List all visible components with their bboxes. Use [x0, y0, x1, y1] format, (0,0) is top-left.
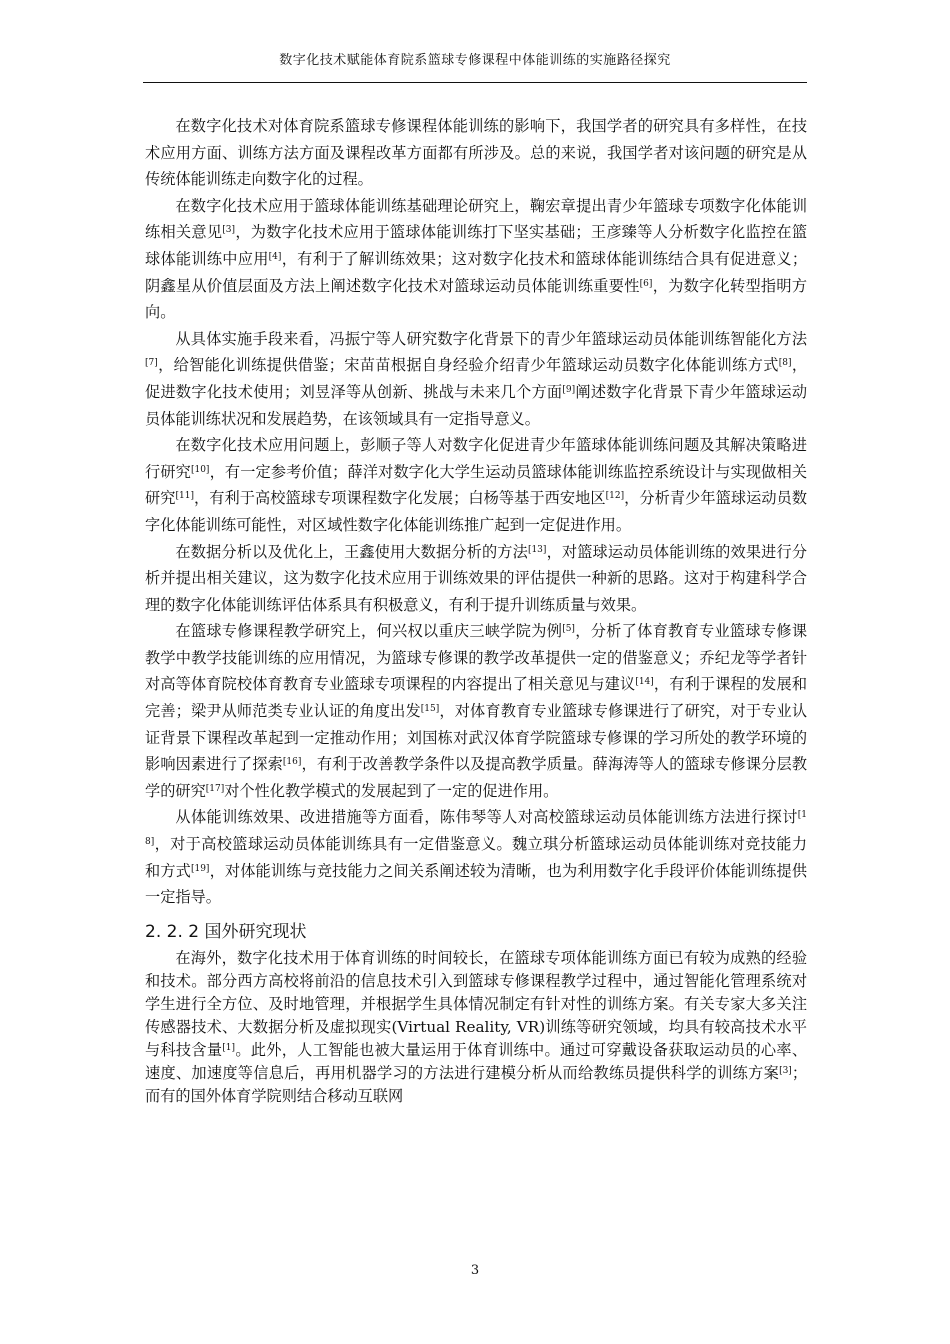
paragraph: 在数据分析以及优化上，王鑫使用大数据分析的方法[13]，对篮球运动员体能训练的效果进行分析并提出相关建议，这为数字化技术应用于训练效果的评估提供一种新的思路。这对于构建科学合理的数字化体能训练评估体系具有积极意义，有利于提升训练质量与效果。: [145, 542, 807, 614]
citation-marker: [13]: [527, 544, 547, 555]
citation-marker: [4]: [268, 251, 282, 262]
paragraph: 在数字化技术应用问题上，彭顺子等人对数字化促进青少年篮球体能训练问题及其解决策略进行研究[10]，有一定参考价值；薛洋对数字化大学生运动员篮球体能训练监控系统设计与实现做相关研究[11]，有利于高校篮球专项课程数字化发展；白杨等基于西安地区[12]，分析青少年篮球运动员数字化体能训练可能性，对区域性数字化体能训练推广起到一定促进作用。: [145, 436, 808, 534]
citation-marker: [18]: [145, 810, 807, 848]
citation-marker: [5]: [562, 624, 575, 635]
paragraph: 从体能训练效果、改进措施等方面看，陈伟琴等人对高校篮球运动员体能训练方法进行探讨[18]，对于高校篮球运动员体能训练具有一定借鉴意义。魏立琪分析篮球运动员体能训练对竞技能力和方式[19]，对体能训练与竞技能力之间关系阐述较为清晰，也为利用数字化手段评价体能训练提供一定指导。: [145, 808, 808, 907]
paragraph: 在数字化技术应用于篮球体能训练基础理论研究上，鞠宏章提出青少年篮球专项数字化体能训练相关意见[3]，为数字化技术应用于篮球体能训练打下坚实基础；王彦臻等人分析数字化监控在篮球体能训练中应用[4]，有利于了解训练效果；这对数字化技术和篮球体能训练结合具有促进意义；阴鑫星从价值层面及方法上阐述数字化技术对篮球运动员体能训练重要性[6]，为数字化转型指明方向。: [145, 196, 808, 322]
running-header: 数字化技术赋能体育院系篮球专修课程中体能训练的实施路径探究: [279, 53, 671, 68]
paragraph: 从具体实施手段来看，冯振宁等人研究数字化背景下的青少年篮球运动员体能训练智能化方法[7]，给智能化训练提供借鉴；宋苗苗根据自身经验介绍青少年篮球运动员数字化体能训练方式[8]，促进数字化技术使用；刘昱泽等从创新、挑战与未来几个方面[9]阐述数字化背景下青少年篮球运动员体能训练状况和发展趋势，在该领域具有一定指导意义。: [145, 329, 808, 428]
paragraph: 在篮球专修课程教学研究上，何兴权以重庆三峡学院为例[5]，分析了体育教育专业篮球专修课教学中教学技能训练的应用情况，为篮球专修课的教学改革提供一定的借鉴意义；乔纪龙等学者针对高等体育院校体育教育专业篮球专项课程的内容提出了相关意见与建议[14]，有利于课程的发展和完善；梁尹从师范类专业认证的角度出发[15]，对体育教育专业篮球专修课进行了研究，对于专业认证背景下课程改革起到一定推动作用；刘国栋对武汉体育学院篮球专修课的学习所处的教学环境的影响因素进行了探索[16]，有利于改善教学条件以及提高教学质量。薛海涛等人的篮球专修课分层教学的研究[17]对个性化教学模式的发展起到了一定的促进作用。: [145, 622, 808, 800]
citation-marker: [14]: [635, 677, 654, 688]
citation-marker: [16]: [282, 757, 302, 768]
citation-marker: [17]: [205, 783, 225, 794]
citation-marker: [3]: [779, 1066, 792, 1077]
paragraph: 在海外，数字化技术用于体育训练的时间较长，在篮球专项体能训练方面已有较为成熟的经验和技术。部分西方高校将前沿的信息技术引入到篮球专修课程教学过程中，通过智能化管理系统对学生进行全方位、及时地管理，并根据学生具体情况制定有针对性的训练方案。有关专家大多关注传感器技术、大数据分析及虚拟现实(Virtual Reality, VR)训练等研究领域，均具有较高技术水平与科技含量[1]。此外，人工智能也被大量运用于体育训练中。通过可穿戴设备获取运动员的心率、速度、加速度等信息后，再用机器学习的方法进行建模分析从而给教练员提供科学的训练方案[3]；而有的国外体育学院则结合移动互联网: [145, 948, 808, 1106]
citation-marker: [10]: [190, 464, 210, 475]
section-heading: 2. 2. 2 国外研究现状: [145, 921, 307, 942]
citation-marker: [8]: [778, 358, 792, 369]
page-number: 3: [470, 1263, 480, 1278]
citation-marker: [7]: [145, 358, 158, 369]
citation-marker: [15]: [420, 704, 440, 715]
citation-marker: [6]: [639, 278, 653, 289]
paragraph: 在数字化技术对体育院系篮球专修课程体能训练的影响下，我国学者的研究具有多样性，在技术应用方面、训练方法方面及课程改革方面都有所涉及。总的来说，我国学者对该问题的研究是从传统体能训练走向数字化的过程。: [145, 117, 807, 189]
body-text: [145, 113, 807, 1108]
citation-marker: [11]: [175, 491, 194, 502]
citation-marker: [19]: [190, 863, 210, 874]
citation-marker: [12]: [605, 491, 625, 502]
citation-marker: [9]: [562, 384, 576, 395]
citation-marker: [3]: [222, 225, 236, 236]
citation-marker: [1]: [222, 1043, 236, 1054]
header-rule: [143, 82, 807, 83]
